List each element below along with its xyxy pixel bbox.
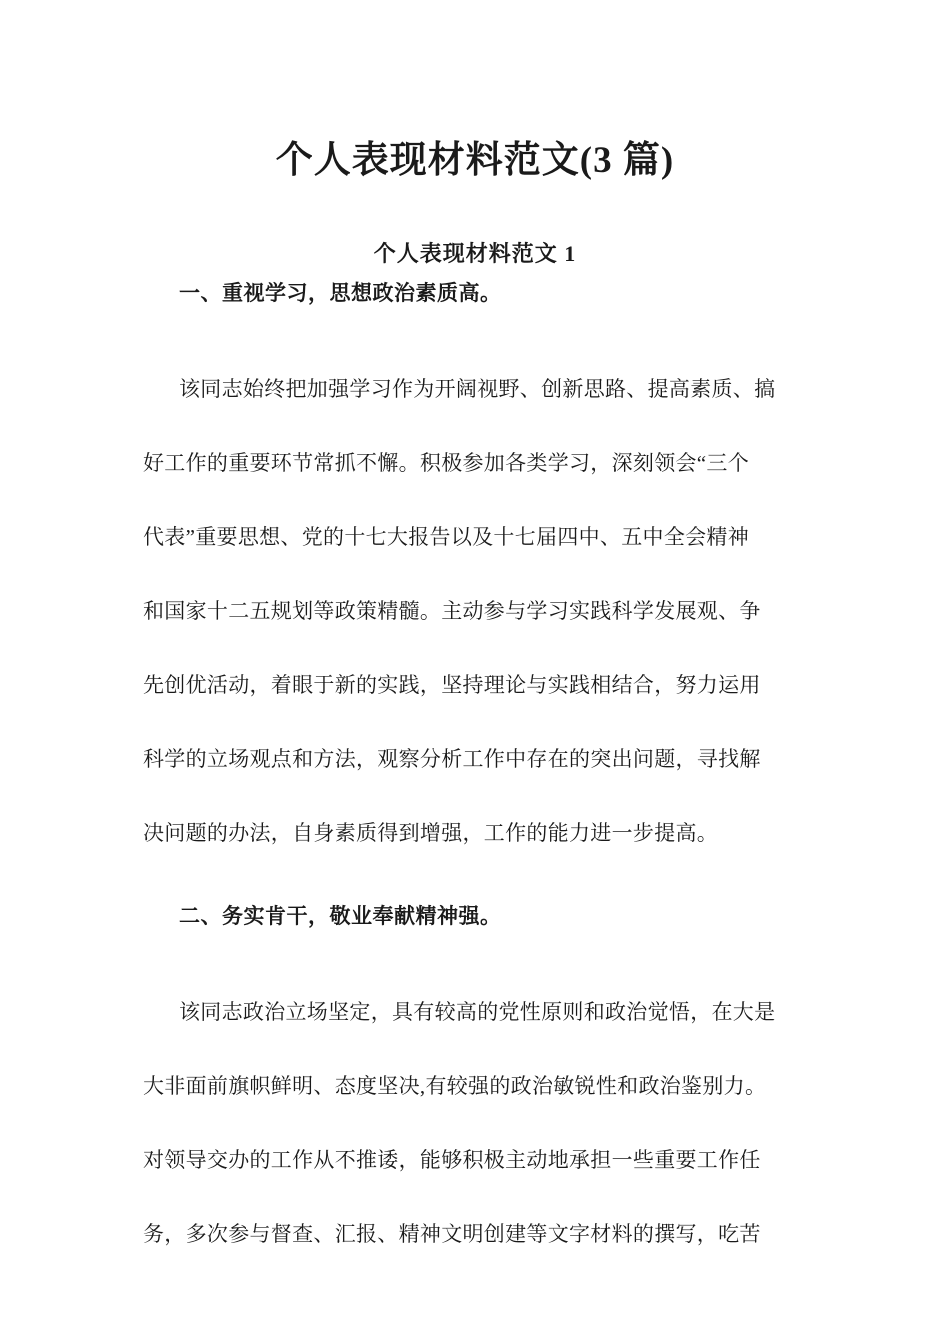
text-line: 该同志政治立场坚定，具有较高的党性原则和政治觉悟，在大是 [179, 1000, 776, 1024]
text-line: 对领导交办的工作从不推诿，能够积极主动地承担一些重要工作任 [143, 1148, 761, 1172]
text-line: 决问题的办法，自身素质得到增强，工作的能力进一步提高。 [143, 821, 719, 845]
document-body [143, 283, 808, 1271]
section-two-heading: 二、务实肯干，敬业奉献精神强。 [179, 904, 502, 928]
spacer [143, 304, 808, 352]
document-subtitle: 个人表现材料范文 1 [373, 241, 577, 267]
section-two-paragraph [143, 975, 808, 1271]
text-line: 和国家十二五规划等政策精髓。主动参与学习实践科学发展观、争 [143, 599, 761, 623]
text-line: 代表”重要思想、党的十七大报告以及十七届四中、五中全会精神 [143, 525, 750, 549]
page-title: 个人表现材料范文(3 篇) [275, 139, 675, 181]
spacer [143, 870, 808, 906]
section-one-heading: 一、重视学习，思想政治素质高。 [179, 281, 502, 305]
section-one-paragraph [143, 352, 808, 870]
text-line: 好工作的重要环节常抓不懈。积极参加各类学习，深刻领会“三个 [143, 451, 750, 475]
text-line: 大非面前旗帜鲜明、态度坚决,有较强的政治敏锐性和政治鉴别力。 [143, 1074, 767, 1098]
spacer [143, 927, 808, 975]
text-line: 该同志始终把加强学习作为开阔视野、创新思路、提高素质、搞 [179, 377, 776, 401]
text-line: 先创优活动，着眼于新的实践，坚持理论与实践相结合，努力运用 [143, 673, 761, 697]
section-one [143, 283, 808, 870]
section-two [143, 906, 808, 1271]
text-line: 科学的立场观点和方法，观察分析工作中存在的突出问题，寻找解 [143, 747, 761, 771]
text-line: 务，多次参与督查、汇报、精神文明创建等文字材料的撰写，吃苦 [143, 1222, 761, 1246]
